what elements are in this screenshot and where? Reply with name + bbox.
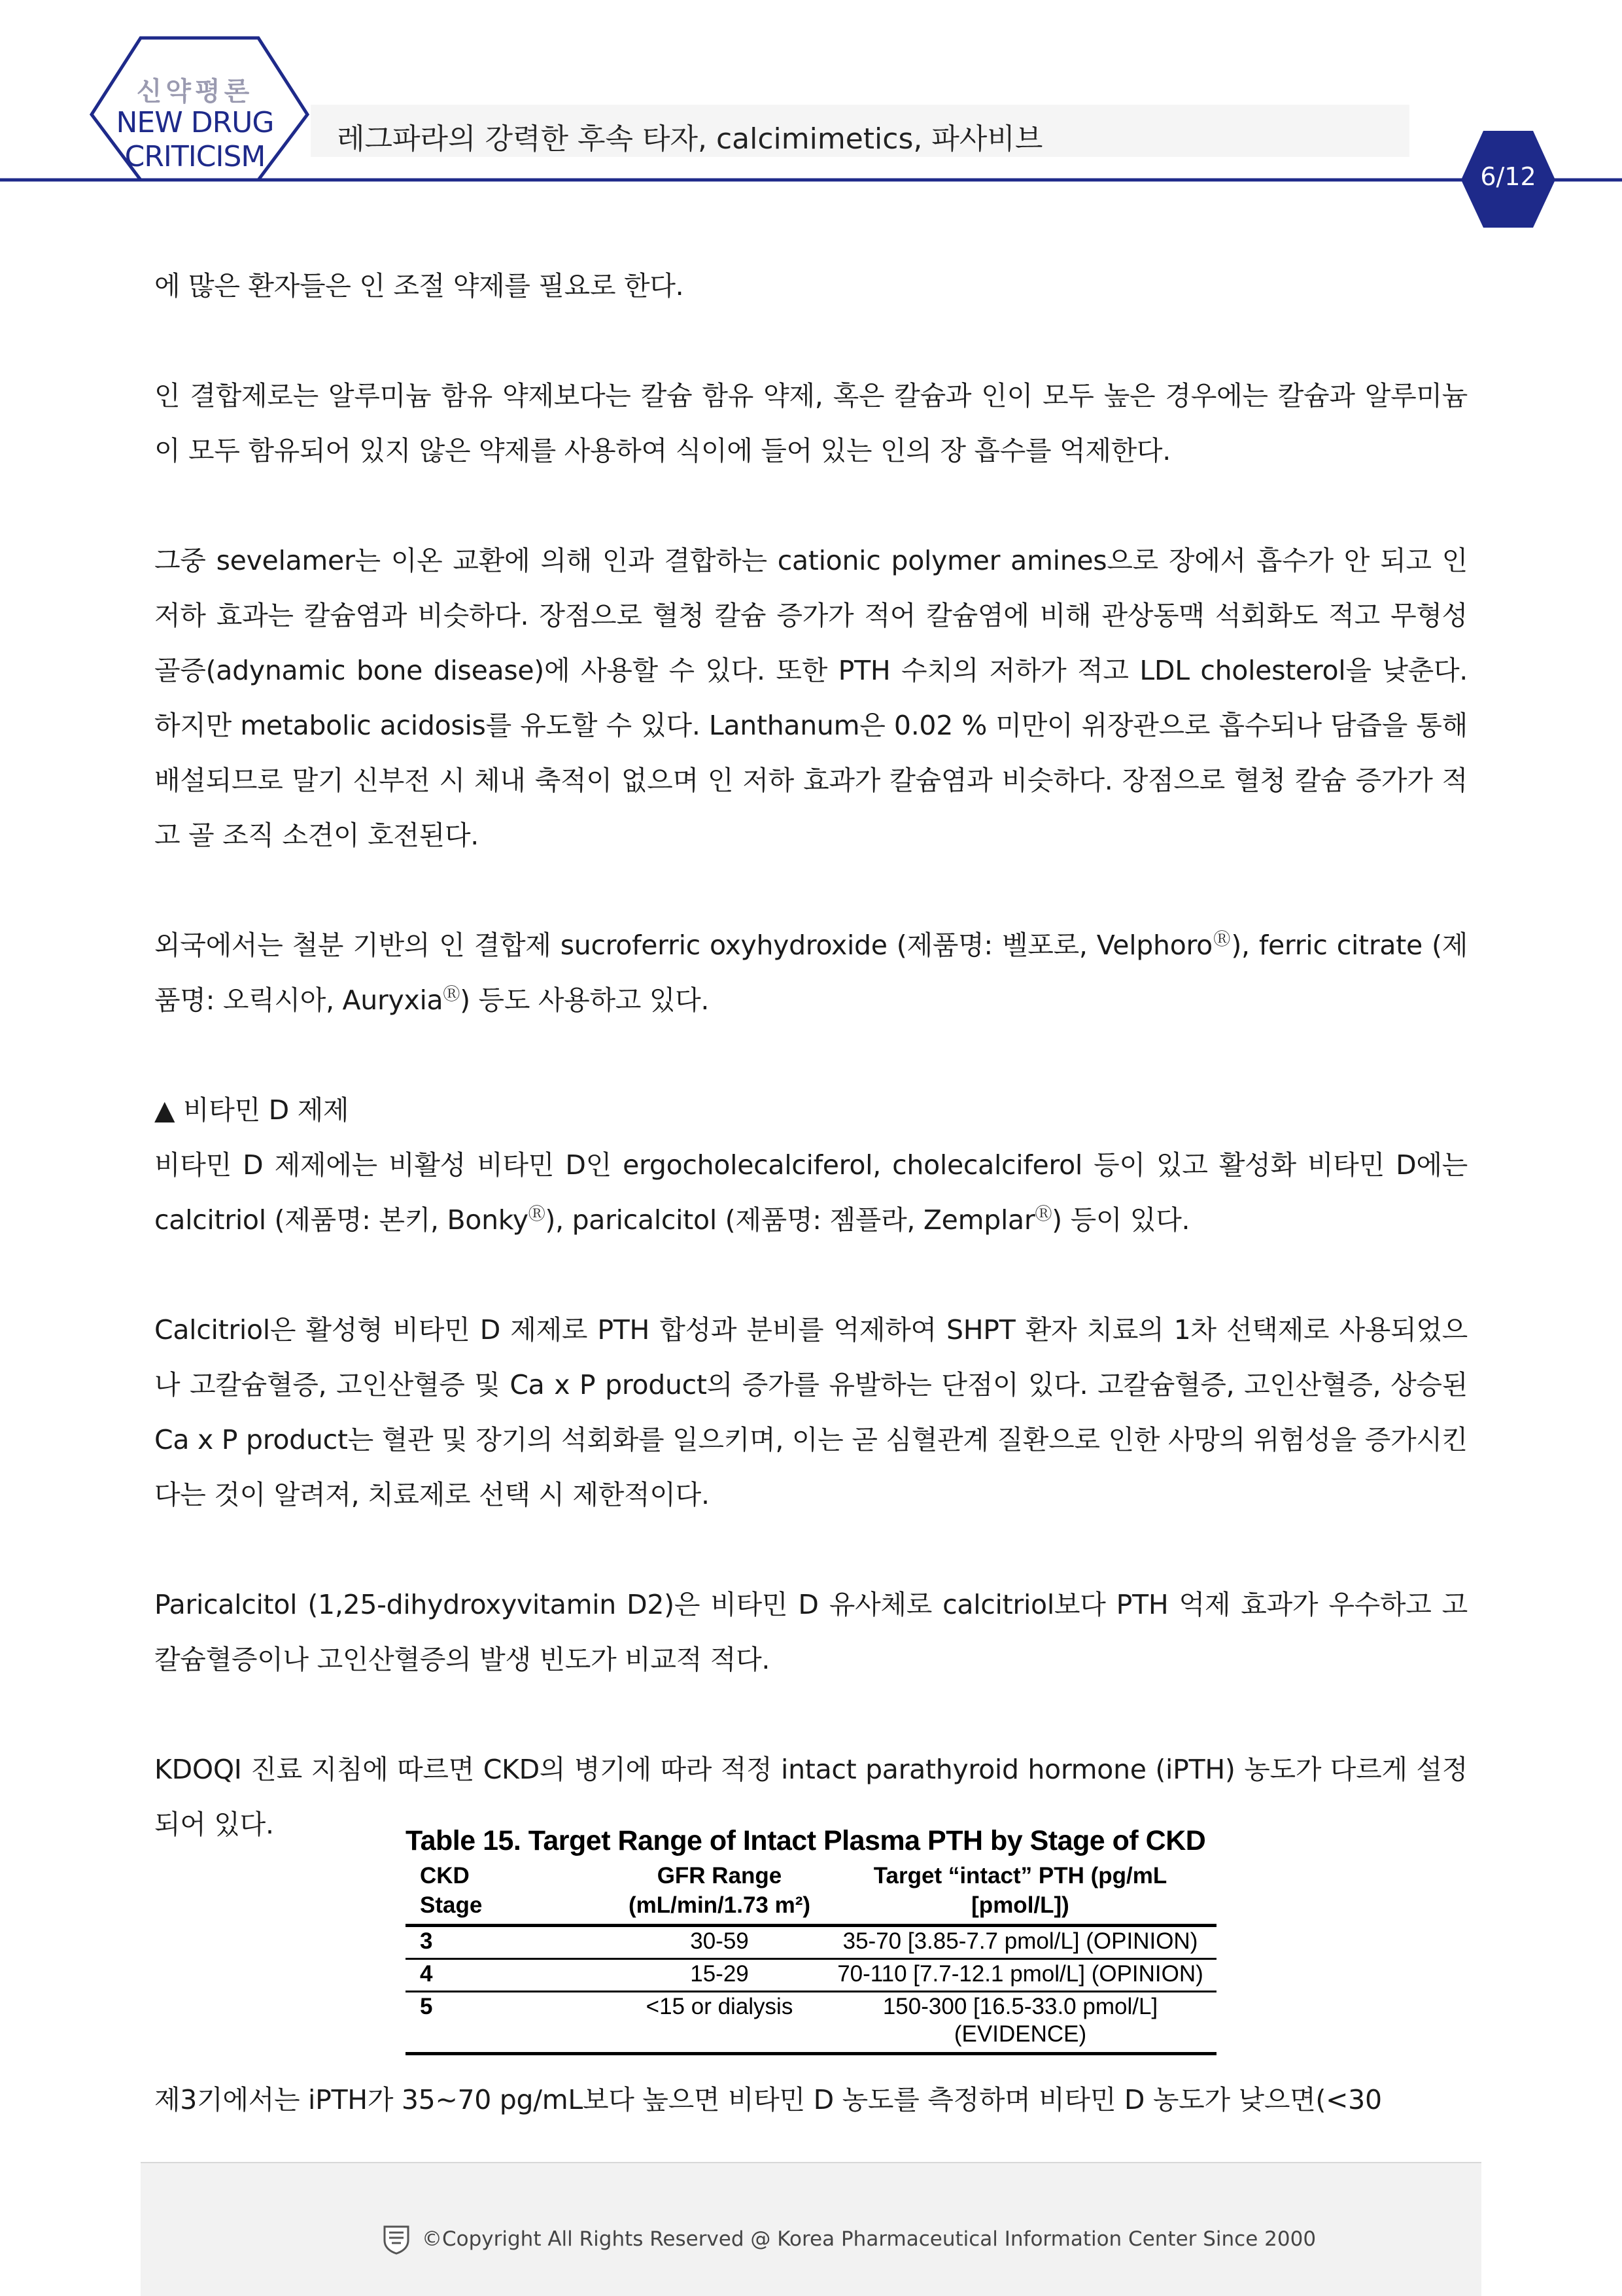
row-stage: 4 (420, 1961, 433, 1987)
paragraph-4 (154, 918, 1468, 1028)
copyright-text: ©Copyright All Rights Reserved @ Korea Pharmaceutical Information Center Since 2000 (422, 2227, 1317, 2251)
header-gfr (582, 1861, 857, 1920)
p4-part-c: ) 등도 사용하고 있다. (460, 984, 710, 1016)
paragraph-6: Calcitriol은 활성형 비타민 D 제제로 PTH 합성과 분비를 억제하여 SHPT 환자 치료의 1차 선택제로 사용되었으나 고칼슘혈증, 고인산혈증 및 Ca x P product의 증가를 유발하는 단점이 있다. 고칼슘혈증, 고인산혈증, 상승된 Ca x P product는 혈관 및 장기의 석회화를 일으키며, 이는 곧 심혈관계 질환으로 인한 사망의 위험성을 증가시킨다는 것이 알려져, 치료제로 선택 시 제한적이다. (154, 1314, 1468, 1510)
paragraph-9: 제3기에서는 iPTH가 35~70 pg/mL보다 높으면 비타민 D 농도를 측정하며 비타민 D 농도가 낮으면(<30 (154, 2084, 1382, 2115)
row-target: 35-70 [3.85-7.7 pmol/L] (OPINION) (842, 1928, 1198, 1954)
registered-mark: Ⓡ (1212, 930, 1232, 950)
p5-part-b: ), paricalcitol (제품명: 젬플라, Zemplar (545, 1204, 1035, 1236)
row-target (824, 1993, 1216, 2048)
article-body (154, 258, 1468, 1852)
paragraph-1: 에 많은 환자들은 인 조절 약제를 필요로 한다. (154, 270, 684, 302)
page-footer (141, 2162, 1481, 2296)
section-heading-vitamin-d: ▲ 비타민 D 제제 (154, 1094, 349, 1126)
row-gfr: 30-59 (690, 1928, 749, 1954)
paragraph-8: KDOQI 진료 지침에 따르면 CKD의 병기에 따라 적정 intact parathyroid hormone (iPTH) 농도가 다르게 설정되어 있다. (154, 1754, 1468, 1840)
p4-part-b: ), ferric citrate (제품명: 오릭시아, Auryxia (154, 930, 1468, 1016)
table-row (406, 1993, 1216, 2052)
brand-korean: 신약평론 (136, 77, 254, 107)
row-stage: 3 (420, 1928, 433, 1954)
table-row (406, 1928, 1216, 1958)
row-target-line2: (EVIDENCE) (954, 2021, 1087, 2047)
brand-english-line2: CRITICISM (124, 140, 266, 173)
header-target-unit: [pmol/L]) (971, 1892, 1069, 1918)
header-gfr-unit: (mL/min/1.73 m²) (628, 1892, 811, 1918)
kpic-shield-icon (383, 2225, 410, 2255)
header-ckd-stage (420, 1861, 498, 1920)
brand-english (97, 106, 293, 174)
header-gfr-range: GFR Range (657, 1863, 782, 1888)
header-stage: Stage (420, 1892, 483, 1918)
p5-part-a: 비타민 D 제제에는 비활성 비타민 D인 ergocholecalciferol, cholecalciferol 등이 있고 활성화 비타민 D에는 calcitriol (제품명: 본키, Bonky (154, 1149, 1468, 1236)
p5-part-c: ) 등이 있다. (1052, 1204, 1190, 1236)
registered-mark: Ⓡ (443, 984, 460, 1005)
row-target-line1: 150-300 [16.5-33.0 pmol/L] (882, 1994, 1158, 2019)
table-caption: Table 15. Target Range of Intact Plasma PTH by Stage of CKD (406, 1825, 1206, 1856)
table-header (406, 1861, 1216, 1924)
table-row (406, 1960, 1216, 1991)
header-ckd: CKD (420, 1863, 470, 1888)
page-number: 6/12 (1480, 162, 1536, 191)
header-target-pth: Target “intact” PTH (pg/mL (873, 1863, 1167, 1888)
table-rule-bottom (406, 2052, 1216, 2056)
registered-mark: Ⓡ (528, 1204, 545, 1225)
pth-target-table (406, 1825, 1216, 2056)
paragraph-2: 인 결합제로는 알루미늄 함유 약제보다는 칼슘 함유 약제, 혹은 칼슘과 인이 모두 높은 경우에는 칼슘과 알루미늄이 모두 함유되어 있지 않은 약제를 사용하여 식이에 들어 있는 인의 장 흡수를 억제한다. (154, 380, 1468, 466)
paragraph-7: Paricalcitol (1,25-dihydroxyvitamin D2)은 비타민 D 유사체로 calcitriol보다 PTH 억제 효과가 우수하고 고칼슘혈증이나 고인산혈증의 발생 빈도가 비교적 적다. (154, 1589, 1468, 1675)
row-gfr: <15 or dialysis (646, 1994, 793, 2019)
registered-mark: Ⓡ (1035, 1204, 1052, 1225)
row-target: 70-110 [7.7-12.1 pmol/L] (OPINION) (837, 1961, 1203, 1987)
row-stage: 5 (420, 1994, 433, 2019)
row-gfr: 15-29 (690, 1961, 749, 1987)
p4-part-a: 외국에서는 철분 기반의 인 결합제 sucroferric oxyhydroxide (제품명: 벨포로, Velphoro (154, 930, 1213, 961)
paragraph-3: 그중 sevelamer는 이온 교환에 의해 인과 결합하는 cationic polymer amines으로 장에서 흡수가 안 되고 인 저하 효과는 칼슘염과 비슷하다. 장점으로 혈청 칼슘 증가가 적어 칼슘염에 비해 관상동맥 석회화도 적고 무형성 골증(adynamic bone disease)에 사용할 수 있다. 또한 PTH 수치의 저하가 적고 LDL cholesterol을 낮춘다. 하지만 metabolic acidosis를 유도할 수 있다. Lanthanum은 0.02 % 미만이 위장관으로 흡수되나 담즙을 통해 배설되므로 말기 신부전 시 체내 축적이 없으며 인 저하 효과가 칼슘염과 비슷하다. 장점으로 혈청 칼슘 증가가 적고 골 조직 소견이 호전된다. (154, 545, 1468, 851)
page-header (0, 0, 1622, 229)
header-title: 레그파라의 강력한 후속 타자, calcimimetics, 파사비브 (337, 122, 1043, 156)
paragraph-5 (154, 1138, 1468, 1247)
header-target (824, 1861, 1216, 1920)
brand-english-line1: NEW DRUG (116, 106, 274, 139)
